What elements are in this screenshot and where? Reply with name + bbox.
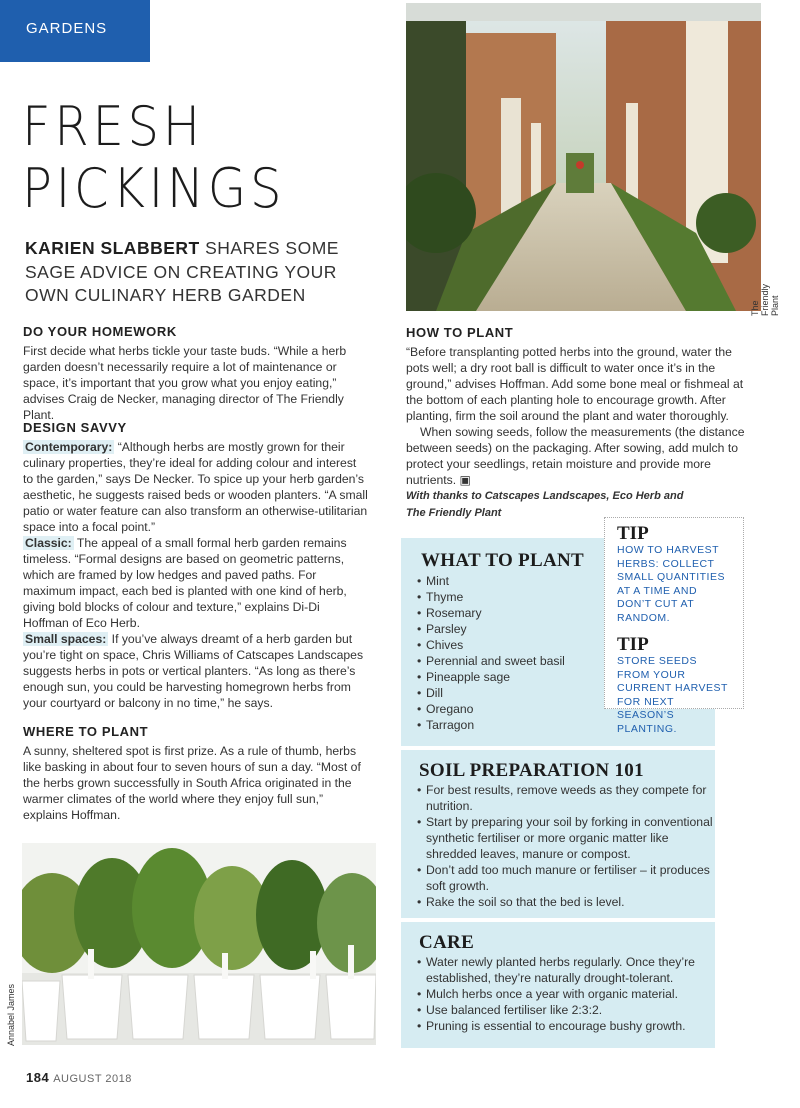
list-item: • Chives <box>401 637 715 653</box>
design-paragraph-classic: Classic: The appeal of a small formal herb garden remains timeless. “Formal designs are based on geometric patterns, which are framed by low hedges and paved paths. For maximum impact, each bed is planted with one kind of herb, giving bold blocks of colour and texture,” explains Di-Di Hoffman of Eco Herb. <box>23 536 347 630</box>
section-label: GARDENS <box>26 20 108 37</box>
list-item: • Start by preparing your soil by forking in conventional synthetic fertiliser or more organic matter like shredded leaves, manure or compost. <box>401 814 715 862</box>
list-item: • Rosemary <box>401 605 715 621</box>
herbs-illustration <box>22 843 376 1045</box>
where-heading: WHERE TO PLANT <box>23 724 149 739</box>
label-small-spaces: Small spaces: <box>25 632 107 646</box>
courtyard-illustration <box>406 3 761 311</box>
list-item: • Parsley <box>401 621 715 637</box>
title-line-1: FRESH <box>22 95 204 158</box>
author-name: KARIEN SLABBERT <box>25 238 200 258</box>
homework-body: First decide what herbs tickle your taste buds. “While a herb garden doesn’t necessarily require a lot of maintenance or space, it’s important that you grow what you enjoy eating,” advises Craig de Necker, managing director of The Friendly Plant. <box>23 344 347 422</box>
tip-body-1: HOW TO HARVEST HERBS: COLLECT SMALL QUANTITIES AT A TIME AND DON’T CUT AT RANDOM. <box>617 544 725 624</box>
section-tab <box>0 0 150 62</box>
soil-list <box>401 782 715 910</box>
list-item: • Thyme <box>401 589 715 605</box>
tip-heading-2: TIP <box>617 634 649 655</box>
list-item: • Don’t add too much manure or fertiliser – it produces soft growth. <box>401 862 715 894</box>
what-to-plant-heading: WHAT TO PLANT <box>421 550 584 571</box>
list-item: • Oregano <box>401 701 715 717</box>
top-photo-credit: The Friendly Plant <box>750 283 780 316</box>
homework-heading: DO YOUR HOMEWORK <box>23 324 177 339</box>
potted-herbs-photo <box>22 843 376 1045</box>
thanks-note: With thanks to Catscapes Landscapes, Eco Herb and The Friendly Plant <box>406 490 684 519</box>
how-paragraph-1: “Before transplanting potted herbs into the ground, water the pots well; a dry root ball is difficult to water once it’s in the ground,” advises Hoffman. Add some bone meal or fishmeal at the bottom of each planting hole to encourage growth. After planting, firm the soil around the plant and water thoroughly. <box>406 345 744 423</box>
list-item: • Water newly planted herbs regularly. Once they’re established, they’re naturally drought-tolerant. <box>401 954 715 986</box>
homework-section <box>23 324 368 423</box>
how-heading: HOW TO PLANT <box>406 325 514 340</box>
end-mark-icon: ▣ <box>459 473 472 487</box>
list-item: • Tarragon <box>401 717 715 733</box>
where-section <box>23 724 368 823</box>
page-number: 184 <box>26 1070 50 1085</box>
standfirst-text: SHARES SOME SAGE ADVICE ON CREATING YOUR OWN CULINARY HERB GARDEN <box>25 238 339 305</box>
soil-panel <box>401 750 715 918</box>
design-paragraph-contemporary: Contemporary: “Although herbs are mostly grown for their culinary properties, they’re ideal for adding colour and interest to the garden,” says De Necker. To spice up your herb garden’s aesthetic, he suggests raised beds or wooden planters. “A small patio or water feature can also transform an otherwise-utilitarian space into a focal point.” <box>23 440 368 534</box>
folio <box>26 1070 132 1085</box>
label-contemporary: Contemporary: <box>25 440 113 454</box>
how-section <box>406 325 751 488</box>
care-list <box>401 954 715 1034</box>
standfirst <box>25 237 355 308</box>
list-item: • Mulch herbs once a year with organic material. <box>401 986 715 1002</box>
design-section <box>23 420 368 711</box>
garden-courtyard-photo <box>406 3 761 311</box>
title-line-2: PICKINGS <box>22 157 286 220</box>
tip-box <box>604 517 744 735</box>
soil-heading: SOIL PREPARATION 101 <box>419 760 644 781</box>
list-item: • Mint <box>401 573 715 589</box>
tip-body-2: STORE SEEDS FROM YOUR CURRENT HARVEST FOR NEXT SEASON’S PLANTING. <box>617 655 728 735</box>
list-item: • Dill <box>401 685 715 701</box>
where-body: A sunny, sheltered spot is first prize. As a rule of thumb, herbs like basking in about four to seven hours of sun a day. “Most of the herbs grown successfully in South Africa originated in the warmer climates of the world where they enjoy full sun,” explains Hoffman. <box>23 744 361 822</box>
list-item: • Pruning is essential to encourage bushy growth. <box>401 1018 715 1034</box>
list-item: • Rake the soil so that the bed is level. <box>401 894 715 910</box>
list-item: • Use balanced fertiliser like 2:3:2. <box>401 1002 715 1018</box>
design-heading: DESIGN SAVVY <box>23 420 127 435</box>
tip-heading-1: TIP <box>617 523 649 544</box>
list-item: • For best results, remove weeds as they compete for nutrition. <box>401 782 715 814</box>
bottom-photo-credit: Annabel James <box>6 983 16 1046</box>
list-item: • Pineapple sage <box>401 669 715 685</box>
care-panel <box>401 922 715 1048</box>
care-heading: CARE <box>419 932 475 953</box>
page-title <box>22 96 308 220</box>
label-classic: Classic: <box>25 536 72 550</box>
design-paragraph-small-spaces: Small spaces: If you’ve always dreamt of a herb garden but you’re tight on space, Chris Williams of Catscapes Landscapes suggests herbs in pots or vertical planters. “As long as there’s enough sun, you could be harvesting homegrown herbs from your courtyard or balcony in no time,” he says. <box>23 632 364 710</box>
issue-date: AUGUST 2018 <box>53 1073 132 1085</box>
list-item: • Perennial and sweet basil <box>401 653 715 669</box>
how-paragraph-2: When sowing seeds, follow the measurements (the distance between seeds) on the packaging. After sowing, add mulch to protect your seedlings, retain moisture and provide more nutrients. ▣ <box>406 425 745 487</box>
